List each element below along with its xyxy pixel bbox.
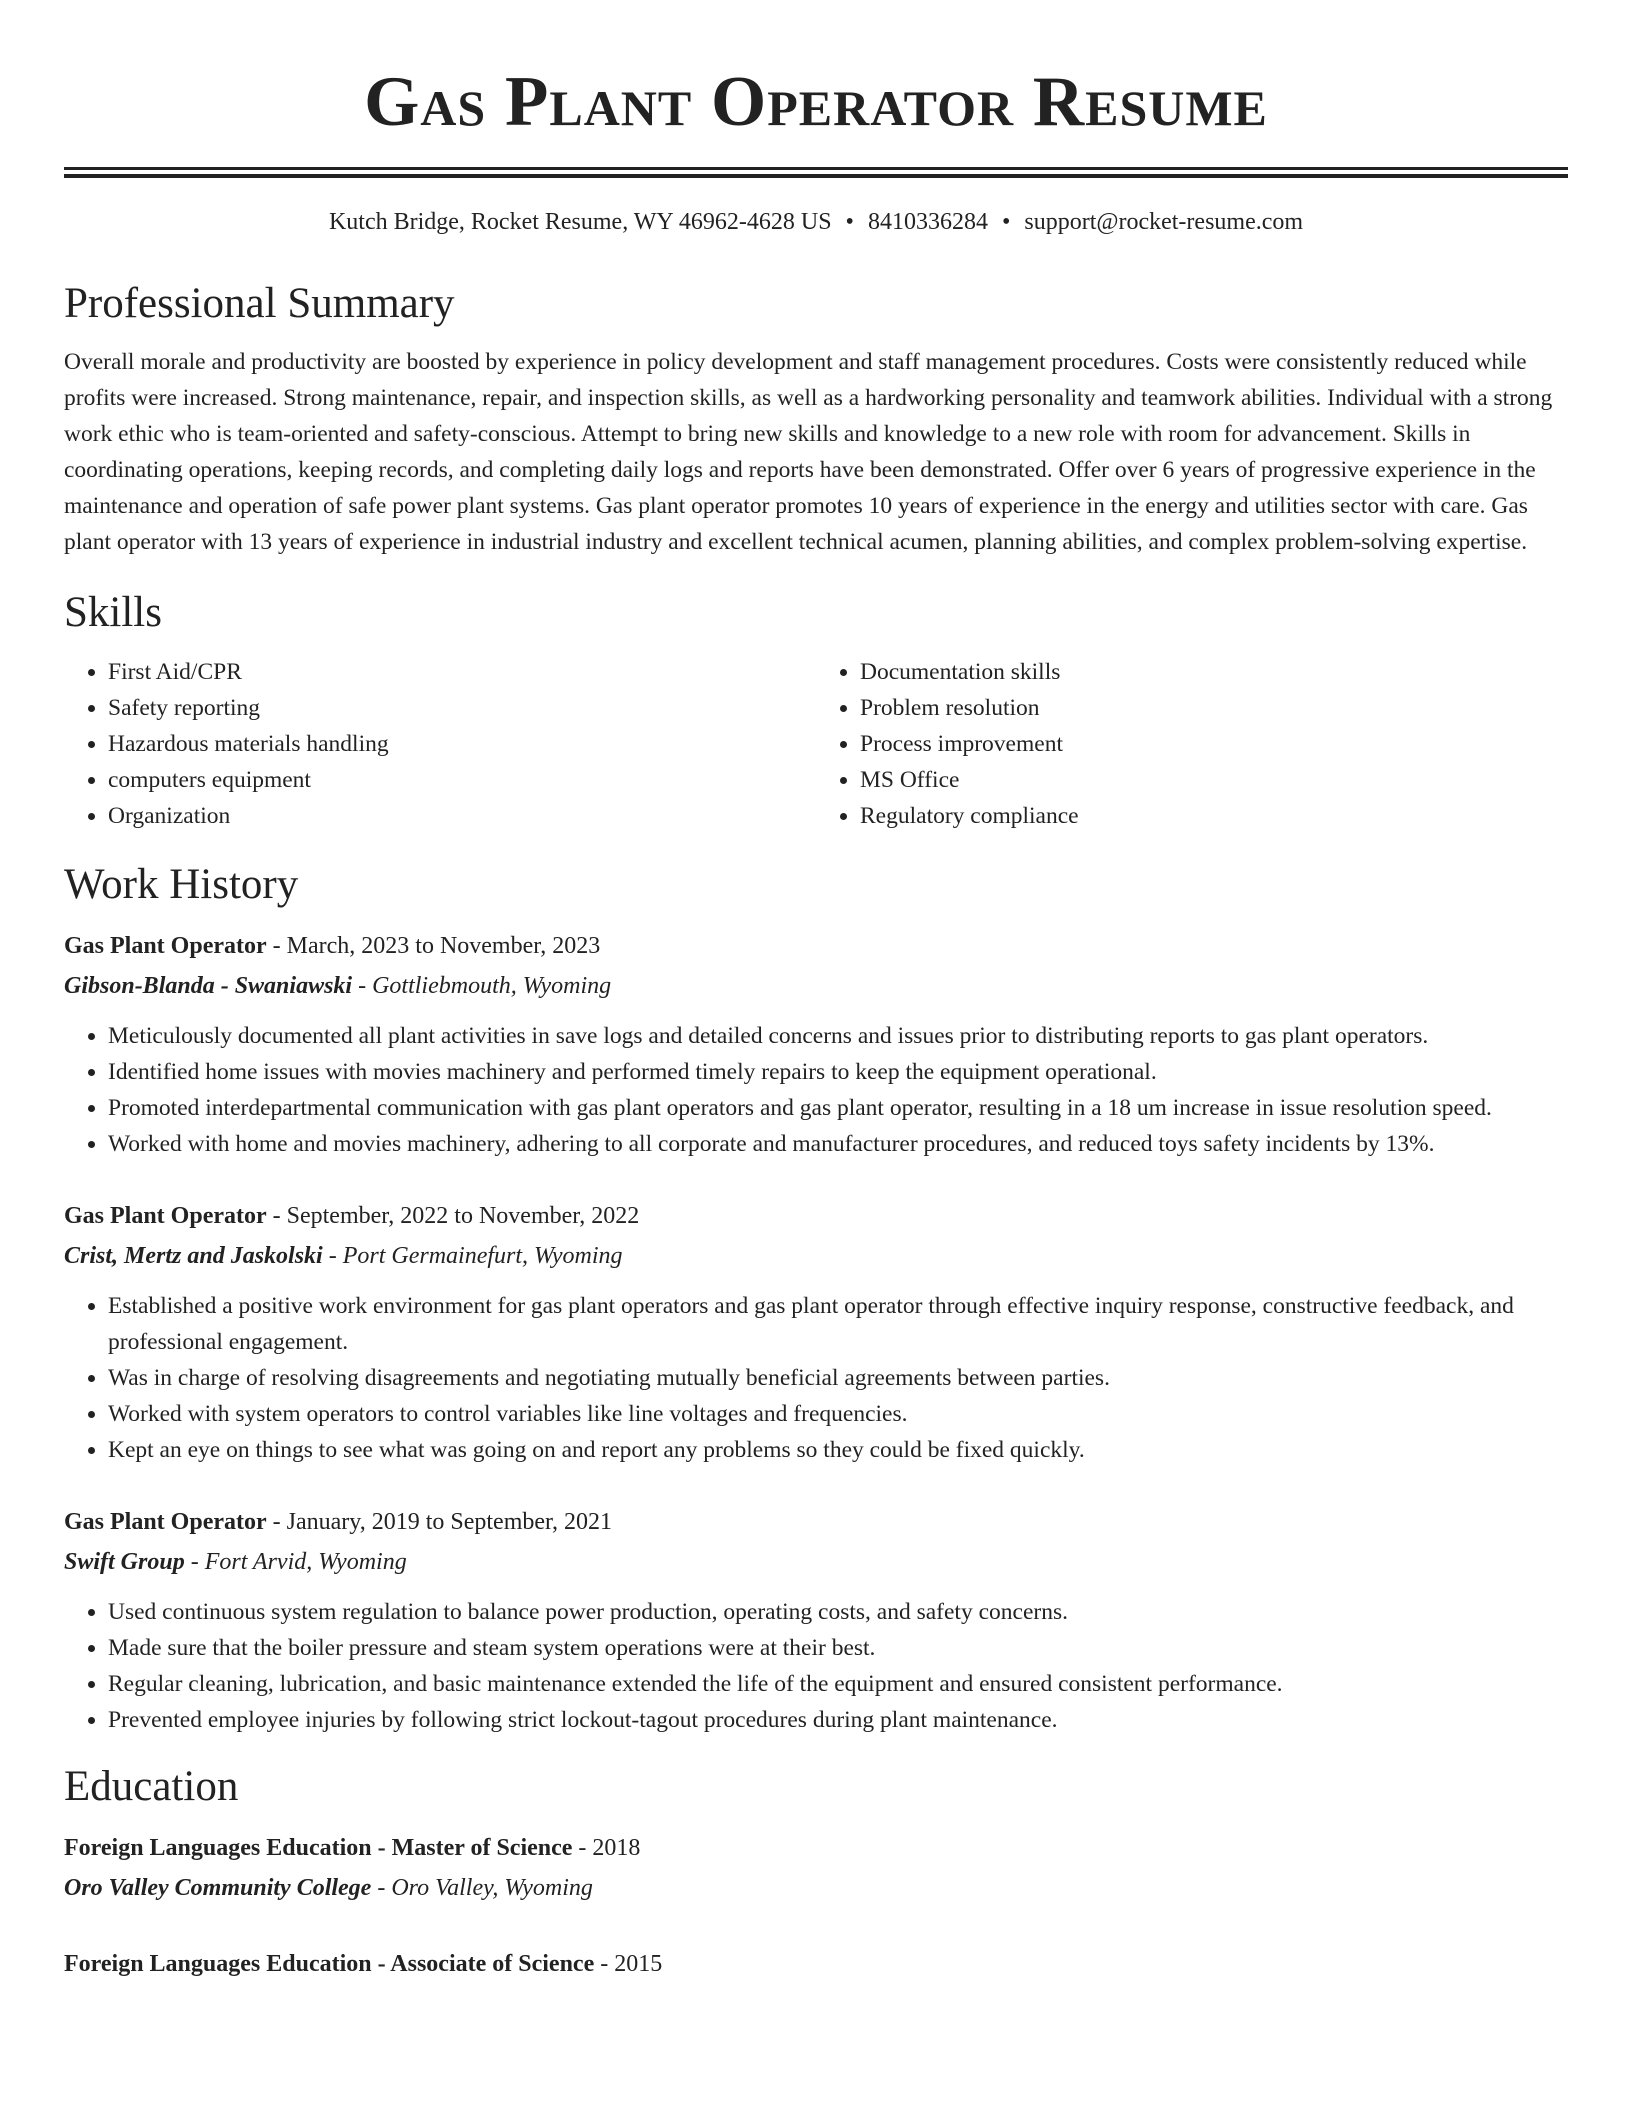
- skills-section: [64, 588, 1568, 834]
- skill-item: • Organization: [108, 798, 816, 834]
- job-company: Gibson-Blanda - Swaniawski: [64, 973, 353, 999]
- work-history-section: [64, 860, 1568, 1738]
- job-entry: [64, 1196, 1568, 1468]
- contact-line: [64, 207, 1568, 237]
- job-bullet: • Made sure that the boiler pressure and steam system operations were at their best.: [108, 1630, 1568, 1666]
- skill-item: • Process improvement: [860, 726, 1568, 762]
- contact-separator: •: [845, 209, 854, 235]
- job-title-line: [64, 926, 1568, 966]
- job-bullets: [64, 1594, 1568, 1738]
- school-line: [64, 1868, 1568, 1908]
- contact-address: Kutch Bridge, Rocket Resume, WY 46962-4628 US: [328, 209, 832, 235]
- job-bullets: [64, 1018, 1568, 1162]
- job-title: Gas Plant Operator: [64, 1203, 267, 1229]
- section-heading-education: Education: [64, 1763, 239, 1810]
- education-section: [64, 1762, 1568, 1984]
- job-location: - Fort Arvid, Wyoming: [184, 1549, 407, 1575]
- skill-item: • Documentation skills: [860, 654, 1568, 690]
- job-title-line: [64, 1502, 1568, 1542]
- title-double-rule: [64, 167, 1568, 178]
- job-company: Swift Group: [64, 1549, 185, 1575]
- job-entry: [64, 1502, 1568, 1738]
- skills-list-left: [64, 654, 816, 834]
- job-company: Crist, Mertz and Jaskolski: [64, 1243, 323, 1269]
- job-title: Gas Plant Operator: [64, 1509, 267, 1535]
- job-bullet: • Worked with system operators to control variables like line voltages and frequencies.: [108, 1396, 1568, 1432]
- skill-item: • Regulatory compliance: [860, 798, 1568, 834]
- job-location: - Gottliebmouth, Wyoming: [352, 973, 612, 999]
- job-bullet: • Established a positive work environment for gas plant operators and gas plant operator through effective inquiry response, constructive feedback, and professional engagement.: [108, 1288, 1568, 1360]
- skill-item: • MS Office: [860, 762, 1568, 798]
- job-dates: - March, 2023 to November, 2023: [266, 933, 601, 959]
- job-title: Gas Plant Operator: [64, 933, 267, 959]
- degree-year: - 2015: [594, 1951, 663, 1977]
- page-title: Gas Plant Operator Resume: [364, 63, 1268, 141]
- school: Oro Valley Community College: [64, 1875, 372, 1901]
- job-bullet: • Prevented employee injuries by following strict lockout-tagout procedures during plant maintenance.: [108, 1702, 1568, 1738]
- skill-item: • First Aid/CPR: [108, 654, 816, 690]
- job-location: - Port Germainefurt, Wyoming: [322, 1243, 623, 1269]
- professional-summary-section: [64, 279, 1568, 560]
- degree-line: [64, 1944, 1568, 1984]
- job-bullet: • Was in charge of resolving disagreements and negotiating mutually beneficial agreements between parties.: [108, 1360, 1568, 1396]
- school-location: - Oro Valley, Wyoming: [371, 1875, 593, 1901]
- job-dates: - September, 2022 to November, 2022: [266, 1203, 640, 1229]
- contact-email: support@rocket-resume.com: [1024, 209, 1304, 235]
- contact-phone: 8410336284: [867, 209, 988, 235]
- skill-item: • Hazardous materials handling: [108, 726, 816, 762]
- skill-item: • Problem resolution: [860, 690, 1568, 726]
- skill-item: • Safety reporting: [108, 690, 816, 726]
- skills-columns: [64, 654, 1568, 834]
- section-heading-skills: Skills: [64, 589, 162, 636]
- contact-separator: •: [1001, 209, 1011, 235]
- education-entry: [64, 1828, 1568, 1908]
- summary-text: Overall morale and productivity are boosted by experience in policy development and staff management procedures. Costs were consistently reduced while profits were increased. Strong maintenance, repair, and inspection skills, as well as a hardworking personality and teamwork abilities. Individual with a strong work ethic who is team-oriented and safety-conscious. Attempt to bring new skills and knowledge to a new role with room for advancement. Skills in coordinating operations, keeping records, and completing daily logs and reports have been demonstrated. Offer over 6 years of progressive experience in the maintenance and operation of safe power plant systems. Gas plant operator promotes 10 years of experience in the energy and utilities sector with care. Gas plant operator with 13 years of experience in industrial industry and excellent technical acumen, planning abilities, and complex problem-solving expertise.: [64, 349, 1553, 555]
- job-bullets: [64, 1288, 1568, 1468]
- skill-item: • computers equipment: [108, 762, 816, 798]
- job-dates: - January, 2019 to September, 2021: [266, 1509, 613, 1535]
- job-company-line: [64, 1542, 1568, 1582]
- job-entry: [64, 926, 1568, 1162]
- job-bullet: • Promoted interdepartmental communication with gas plant operators and gas plant operator, resulting in a 18 um increase in issue resolution speed.: [108, 1090, 1568, 1126]
- job-bullet: • Regular cleaning, lubrication, and basic maintenance extended the life of the equipment and ensured consistent performance.: [108, 1666, 1568, 1702]
- job-bullet: • Kept an eye on things to see what was going on and report any problems so they could be fixed quickly.: [108, 1432, 1568, 1468]
- degree-line: [64, 1828, 1568, 1868]
- job-title-line: [64, 1196, 1568, 1236]
- job-bullet: • Meticulously documented all plant activities in save logs and detailed concerns and issues prior to distributing reports to gas plant operators.: [108, 1018, 1568, 1054]
- job-bullet: • Used continuous system regulation to balance power production, operating costs, and safety concerns.: [108, 1594, 1568, 1630]
- job-company-line: [64, 1236, 1568, 1276]
- job-bullet: • Identified home issues with movies machinery and performed timely repairs to keep the equipment operational.: [108, 1054, 1568, 1090]
- degree: Foreign Languages Education - Associate of Science: [64, 1951, 595, 1977]
- skills-list-right: [816, 654, 1568, 834]
- degree: Foreign Languages Education - Master of Science: [64, 1835, 573, 1861]
- degree-year: - 2018: [572, 1835, 641, 1861]
- education-entry: [64, 1944, 1568, 1984]
- job-bullet: • Worked with home and movies machinery, adhering to all corporate and manufacturer procedures, and reduced toys safety incidents by 13%.: [108, 1126, 1568, 1162]
- section-heading-work: Work History: [64, 861, 299, 908]
- job-company-line: [64, 966, 1568, 1006]
- section-heading-summary: Professional Summary: [64, 280, 455, 327]
